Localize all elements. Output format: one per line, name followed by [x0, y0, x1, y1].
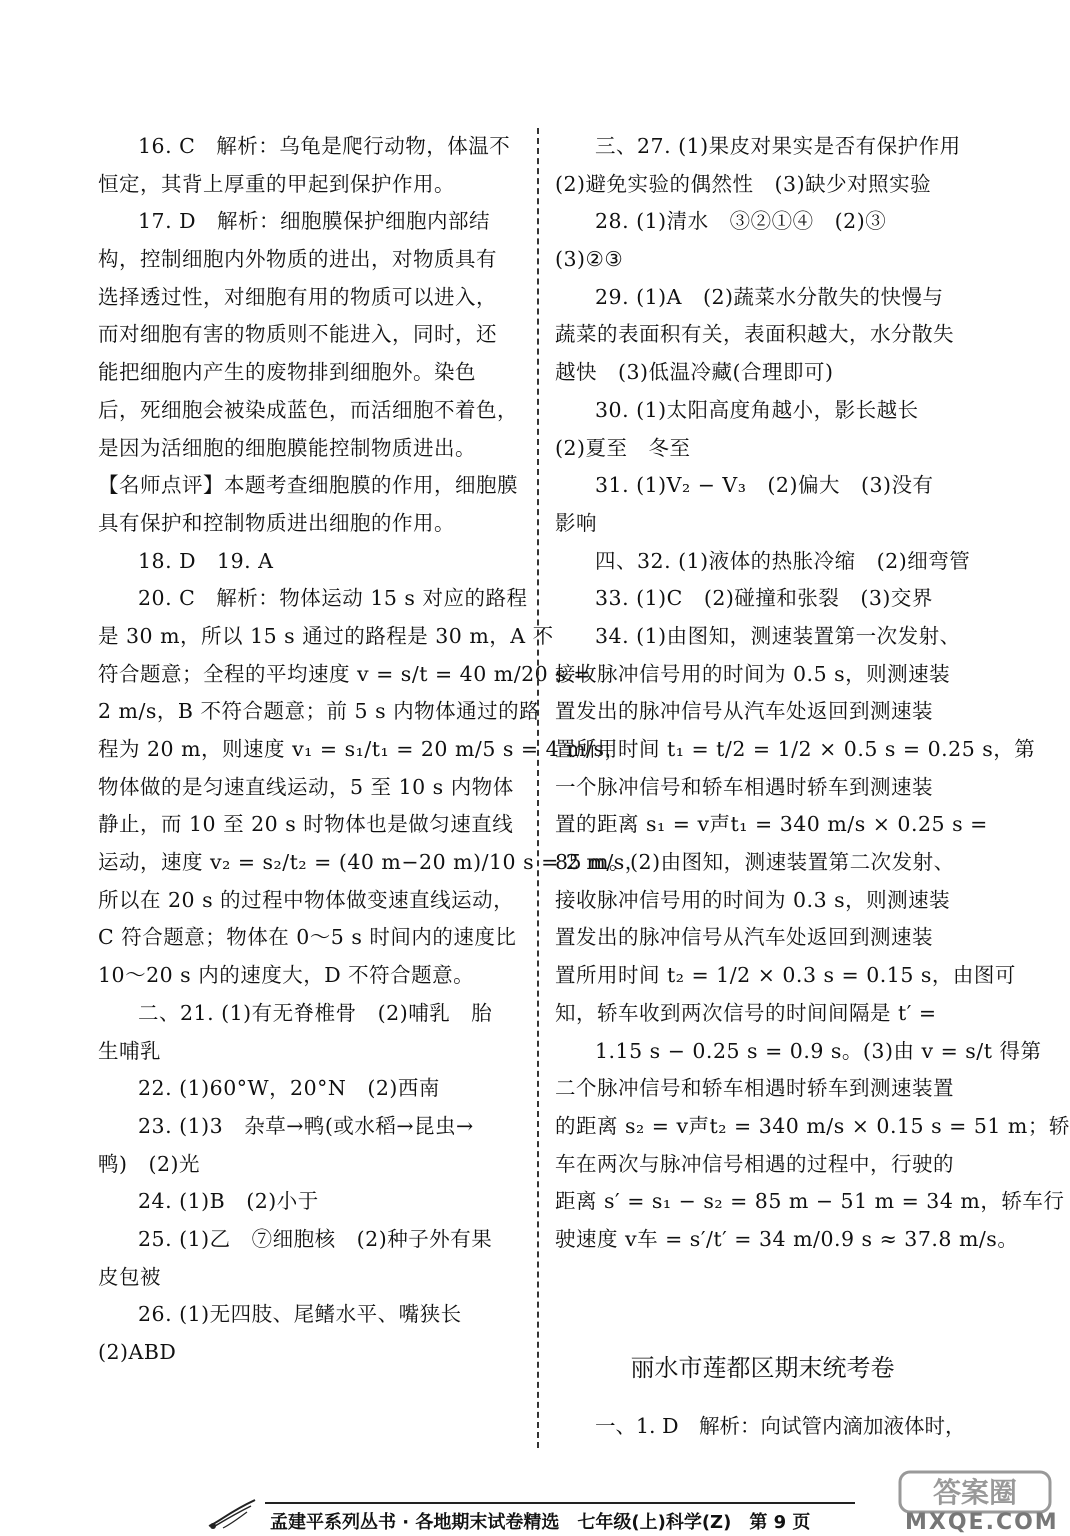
- text-line: 能把细胞内产生的废物排到细胞外。染色: [98, 360, 476, 385]
- text-line: C 符合题意；物体在 0～5 s 时间内的速度比: [98, 925, 517, 950]
- text-line: 知，轿车收到两次信号的时间间隔是 t′ =: [555, 1000, 937, 1025]
- text-line: 22. (1)60°W，20°N (2)西南: [138, 1076, 440, 1101]
- text-line: 1.15 s − 0.25 s = 0.9 s。(3)由 v = s/t 得第: [595, 1038, 1042, 1063]
- text-line: 是因为活细胞的细胞膜能控制物质进出。: [98, 435, 476, 460]
- text-line: 四、32. (1)液体的热胀冷缩 (2)细弯管: [595, 548, 971, 573]
- text-line: 16. C 解析：乌龟是爬行动物，体温不: [138, 134, 511, 158]
- text-line: 是 30 m，所以 15 s 通过的路程是 30 m，A 不: [98, 623, 554, 648]
- text-line: 运动，速度 v₂ = s₂/t₂ = (40 m−20 m)/10 s = 2 m/s，: [98, 850, 646, 875]
- text-line: 生哺乳: [98, 1038, 161, 1063]
- text-line: 具有保护和控制物质进出细胞的作用。: [98, 510, 455, 535]
- text-line: 置的距离 s₁ = v声t₁ = 340 m/s × 0.25 s =: [555, 812, 988, 837]
- text-line: (2)避免实验的偶然性 (3)缺少对照实验: [555, 171, 932, 196]
- text-line: 置发出的脉冲信号从汽车处返回到测速装: [555, 925, 933, 950]
- text-line: 置发出的脉冲信号从汽车处返回到测速装: [555, 699, 933, 724]
- text-line: 25. (1)乙 ⑦细胞核 (2)种子外有果: [138, 1226, 493, 1251]
- text-line: 置所用时间 t₂ = 1/2 × 0.3 s = 0.15 s，由图可: [555, 963, 1016, 988]
- section-title: 丽水市莲都区期末统考卷: [630, 1354, 895, 1382]
- text-line: 一个脉冲信号和轿车相遇时轿车到测速装: [555, 774, 933, 799]
- text-line: 33. (1)C (2)碰撞和张裂 (3)交界: [595, 586, 933, 611]
- text-line: 皮包被: [98, 1264, 161, 1289]
- text-line: 20. C 解析：物体运动 15 s 对应的路程: [138, 586, 528, 611]
- text-line: 28. (1)清水 ③②①④ (2)③: [595, 209, 887, 234]
- text-line: 越快 (3)低温冷藏(合理即可): [555, 360, 834, 385]
- text-line: 接收脉冲信号用的时间为 0.5 s，则测速装: [555, 661, 951, 686]
- text-line: 2 m/s，B 不符合题意；前 5 s 内物体通过的路: [98, 699, 541, 724]
- text-line: 而对细胞有害的物质则不能进入，同时，还: [98, 322, 497, 347]
- text-line: 26. (1)无四肢、尾鳍水平、嘴狭长: [138, 1302, 462, 1327]
- footer-text: 孟建平系列丛书 · 各地期末试卷精选 七年级(上)科学(Z) 第 9 页: [270, 1512, 811, 1533]
- text-line: 23. (1)3 杂草→鸭(或水稻→昆虫→: [138, 1113, 474, 1138]
- text-line: 后，死细胞会被染成蓝色，而活细胞不着色，: [98, 397, 518, 422]
- text-line: 所以在 20 s 的过程中物体做变速直线运动，: [98, 887, 515, 912]
- text-line: 恒定，其背上厚重的甲起到保护作用。: [98, 171, 455, 196]
- column-divider: [537, 128, 539, 1448]
- publisher-logo-icon: [205, 1496, 261, 1532]
- text-line: (2)ABD: [98, 1340, 177, 1364]
- text-line: 构，控制细胞内外物质的进出，对物质具有: [98, 247, 497, 272]
- text-line: 34. (1)由图知，测速装置第一次发射、: [595, 623, 961, 648]
- section-first-line: 一、1. D 解析：向试管内滴加液体时，: [595, 1414, 966, 1438]
- text-line: 的距离 s₂ = v声t₂ = 340 m/s × 0.15 s = 51 m；轿: [555, 1113, 1070, 1138]
- text-line: 影响: [555, 510, 597, 535]
- text-line: 31. (1)V₂ − V₃ (2)偏大 (3)没有: [595, 473, 934, 498]
- watermark-logo-text: 答案圈: [932, 1476, 1018, 1509]
- text-line: 车在两次与脉冲信号相遇的过程中，行驶的: [555, 1151, 954, 1176]
- text-line: 选择透过性，对细胞有用的物质可以进入，: [98, 284, 497, 309]
- text-line: 静止，而 10 至 20 s 时物体也是做匀速直线: [98, 812, 514, 837]
- text-line: 蔬菜的表面积有关，表面积越大，水分散失: [555, 322, 954, 347]
- right-column: [555, 128, 1070, 1259]
- text-line: 二个脉冲信号和轿车相遇时轿车到测速装置: [555, 1076, 954, 1101]
- text-line: 二、21. (1)有无脊椎骨 (2)哺乳 胎: [138, 1000, 493, 1025]
- footer-rule: [265, 1502, 855, 1504]
- text-line: 30. (1)太阳高度角越小，影长越长: [595, 397, 919, 422]
- text-line: 置所用时间 t₁ = t/2 = 1/2 × 0.5 s = 0.25 s，第: [555, 737, 1036, 761]
- text-line: 18. D 19. A: [138, 548, 274, 573]
- text-line: 10～20 s 内的速度大，D 不符合题意。: [98, 963, 475, 988]
- watermark-text: MXQE.COM: [905, 1510, 1059, 1535]
- text-line: 程为 20 m，则速度 v₁ = s₁/t₁ = 20 m/5 s = 4 m/s，: [98, 737, 626, 761]
- text-line: 24. (1)B (2)小于: [138, 1189, 319, 1214]
- text-line: 接收脉冲信号用的时间为 0.3 s，则测速装: [555, 887, 951, 912]
- text-line: 距离 s′ = s₁ − s₂ = 85 m − 51 m = 34 m，轿车行: [555, 1189, 1065, 1214]
- text-line: (3)②③: [555, 247, 624, 272]
- text-line: 驶速度 v车 = s′/t′ = 34 m/0.9 s ≈ 37.8 m/s。: [555, 1226, 1019, 1251]
- text-line: (2)夏至 冬至: [555, 435, 691, 460]
- text-line: 鸭) (2)光: [98, 1151, 201, 1176]
- text-line: 85 m。(2)由图知，测速装置第二次发射、: [555, 850, 955, 875]
- text-line: 物体做的是匀速直线运动，5 至 10 s 内物体: [98, 774, 514, 799]
- text-line: 17. D 解析：细胞膜保护细胞内部结: [138, 209, 491, 234]
- text-line: 29. (1)A (2)蔬菜水分散失的快慢与: [595, 284, 944, 309]
- text-line: 【名师点评】本题考查细胞膜的作用，细胞膜: [98, 473, 518, 498]
- text-line: 三、27. (1)果皮对果实是否有保护作用: [595, 134, 961, 158]
- text-line: 符合题意；全程的平均速度 v = s/t = 40 m/20 s =: [98, 661, 591, 686]
